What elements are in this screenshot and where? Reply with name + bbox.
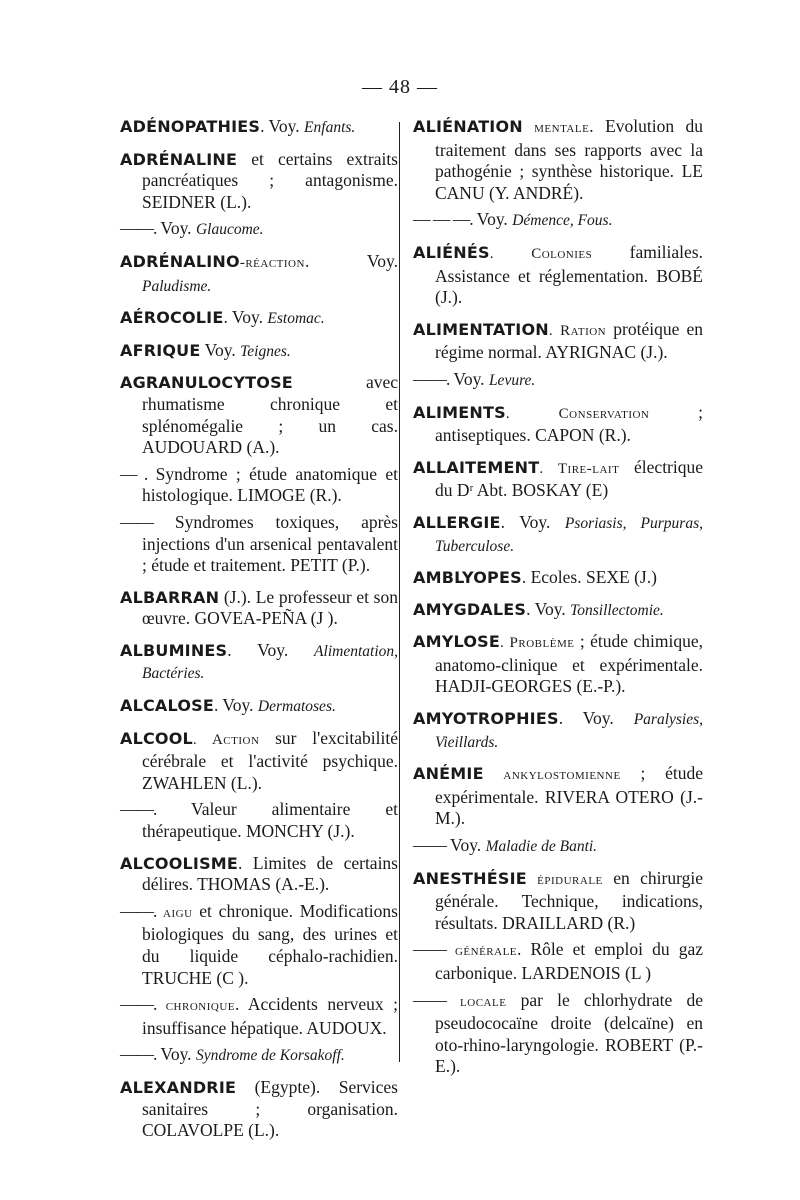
entry-text: . Voy. <box>223 307 268 328</box>
entry-reference: Maladie de Banti. <box>485 838 598 856</box>
entry-dash: ——. <box>120 900 157 921</box>
entry-text: . Voy. <box>260 116 305 136</box>
index-entry <box>120 251 398 297</box>
entry-dash: —— <box>413 835 446 856</box>
entry-subheading: -réaction <box>239 254 305 271</box>
entry-subheading: . Tire-lait <box>539 460 620 477</box>
entry-reference: Glaucome. <box>195 221 264 239</box>
entry-headword: AMYOTROPHIES <box>413 709 559 729</box>
index-entry <box>413 763 703 830</box>
entry-reference: Levure. <box>488 371 536 389</box>
entry-headword: ALCOOLISME <box>120 853 239 873</box>
entry-text: . Accidents nerveux ; insuffisance hépatique. AUDOUX. <box>142 994 399 1038</box>
entry-reference: Syndrome de Korsakoff. <box>195 1047 345 1065</box>
entry-text: . Evolution du traitement dans ses rapports avec la pathogénie ; synthèse historique. LE CANU (Y. ANDRÉ). <box>435 116 703 203</box>
entry-text: Voy. <box>449 368 489 389</box>
entry-text: Voy. <box>156 1044 196 1065</box>
entry-headword: ALEXANDRIE <box>120 1077 237 1097</box>
index-entry <box>413 402 703 447</box>
entry-reference: Psoriasis, Purpuras, Tuberculose. <box>435 514 703 555</box>
entry-headword: ADRÉNALINE <box>120 149 238 169</box>
entry-headword: ADÉNOPATHIES <box>120 117 261 136</box>
entry-dash: — . <box>120 463 148 484</box>
index-entry <box>120 512 398 577</box>
index-entry <box>120 218 398 241</box>
entry-headword: ANÉMIE <box>413 764 484 784</box>
entry-text: Syndrome ; étude anatomique et histologique. LIMOGE (R.). <box>142 463 398 506</box>
index-entry <box>120 695 398 718</box>
entry-text: électrique du Dʳ Abt. BOSKAY (E) <box>435 456 704 501</box>
entry-text: Valeur alimentaire et thérapeutique. MONCHY (J.). <box>142 799 398 842</box>
entry-text: (J.). Le professeur et son œuvre. GOVEA-PEÑA (J ). <box>142 586 398 629</box>
entry-subheading: aigu <box>156 904 193 921</box>
entry-reference: Alimentation, Bactéries. <box>142 642 398 683</box>
index-entry <box>120 728 398 795</box>
entry-text: Voy. <box>472 209 513 230</box>
index-entry <box>413 631 703 698</box>
entry-text: ; antiseptiques. CAPON (R.). <box>435 401 703 446</box>
entry-reference: Tonsillectomie. <box>570 601 664 619</box>
index-entry <box>120 640 398 685</box>
index-entry <box>120 1044 398 1067</box>
entry-text: en chirurgie générale. Technique, indications, résultats. DRAILLARD (R.) <box>435 867 703 933</box>
entry-headword: ALIMENTS <box>413 402 506 422</box>
index-entry <box>413 242 703 309</box>
entry-subheading: ankylostomienne <box>483 767 621 784</box>
entry-text: . Rôle et emploi du gaz carbonique. LARDENOIS (L ) <box>435 939 703 983</box>
entry-text: Syndromes toxiques, après injections d'un arsenical pentavalent ; étude et traitement. PETIT (P.). <box>142 511 398 576</box>
entry-headword: ADRÉNALINO <box>120 251 240 271</box>
index-entry <box>120 853 398 896</box>
index-entry <box>413 209 703 232</box>
entry-text: Voy. <box>446 835 486 856</box>
entry-text: . Voy. <box>213 695 258 716</box>
index-entry <box>413 939 703 984</box>
entry-reference: Paralysies, Vieillards. <box>435 711 703 751</box>
entry-reference: Enfants. <box>304 119 356 136</box>
entry-headword: AMYLOSE <box>413 632 500 652</box>
index-entry <box>413 512 703 557</box>
entry-headword: ALLAITEMENT <box>413 457 540 477</box>
index-entry <box>413 369 703 392</box>
entry-headword: AÉROCOLIE <box>120 308 224 328</box>
entry-subheading: . Conservation <box>505 405 650 422</box>
entry-text: . Ecoles. SEXE (J.) <box>521 567 657 588</box>
left-column <box>120 116 398 1152</box>
entry-subheading: mentale <box>522 120 590 136</box>
entry-subheading: générale <box>446 943 518 960</box>
entry-text: familiales. Assistance et réglementation. BOBÉ (J.). <box>435 241 703 308</box>
column-divider <box>399 122 400 1062</box>
entry-headword: ALLERGIE <box>413 512 501 532</box>
entry-text: ; étude expérimentale. RIVERA OTERO (J.-M.). <box>435 763 703 829</box>
entry-dash: —— <box>413 989 446 1010</box>
index-entry <box>120 587 398 630</box>
entry-headword: ALCALOSE <box>120 696 214 716</box>
entry-reference: Dermatoses. <box>257 698 336 716</box>
entry-dash: ——. <box>413 368 450 389</box>
entry-subheading: . Ration <box>548 322 607 339</box>
index-entry <box>413 835 703 858</box>
entry-text: . Limites de certains délires. THOMAS (A.-E.). <box>142 852 398 895</box>
entry-text: sur l'excitabilité cérébrale et l'activité psychique. ZWAHLEN (L.). <box>142 727 398 793</box>
entry-reference: Démence, Fous. <box>512 212 613 230</box>
entry-headword: AMYGDALES <box>413 599 527 619</box>
entry-text: . Voy. <box>227 639 315 660</box>
entry-dash: ——. <box>120 799 157 820</box>
index-entry <box>413 599 703 622</box>
entry-dash: — — —. <box>413 209 473 230</box>
index-entry <box>413 868 703 935</box>
entry-text: et chronique. Modifications biologiques du sang, des urines et du liquide céphalo-rachidien. TRUCHE (C ). <box>142 900 398 988</box>
entry-headword: AFRIQUE <box>120 340 201 360</box>
entry-subheading: . Colonies <box>489 245 593 262</box>
index-entry <box>120 340 398 363</box>
entry-subheading: . Action <box>192 731 260 748</box>
entry-dash: ——. <box>120 1044 157 1065</box>
entry-headword: ALBARRAN <box>120 587 220 607</box>
entry-text: ; étude chimique, anatomo-clinique et expérimentale. HADJI-GEORGES (E.-P.). <box>435 631 703 697</box>
entry-subheading: locale <box>446 993 507 1010</box>
entry-text: . Voy. <box>304 250 398 271</box>
entry-text: et certains extraits pancréatiques ; antagonisme. SEIDNER (L.). <box>142 148 398 212</box>
entry-text: avec rhumatisme chronique et splénomégalie ; un cas. AUDOUARD (A.). <box>142 372 398 458</box>
index-entry <box>413 457 703 502</box>
index-entry <box>413 319 703 364</box>
entry-dash: ——. <box>120 218 157 239</box>
entry-text: . Voy. <box>526 598 571 619</box>
entry-headword: ALIMENTATION <box>413 319 549 339</box>
right-column <box>413 116 703 1088</box>
entry-reference: Paludisme. <box>142 277 212 295</box>
index-entry <box>120 149 398 214</box>
index-entry <box>120 372 398 458</box>
entry-text: . Voy. <box>500 511 565 532</box>
index-entry <box>120 116 398 139</box>
entry-headword: ANESTHÉSIE <box>413 868 527 888</box>
entry-dash: ——. <box>120 994 157 1015</box>
entry-text: par le chlorhydrate de pseudococaïne droite (delcaïne) en oto-rhino-laryngologie. ROBERT (P.-E.). <box>435 989 703 1077</box>
index-entry <box>413 116 703 204</box>
entry-text: Voy. <box>156 218 196 239</box>
entry-subheading: . Problème <box>499 635 575 652</box>
index-entry <box>413 990 703 1078</box>
entry-dash: —— <box>120 511 153 532</box>
entry-dash: —— <box>413 939 446 960</box>
entry-headword: ALBUMINES <box>120 640 228 660</box>
index-entry <box>120 799 398 842</box>
index-entry <box>120 307 398 330</box>
page-number: — 48 — <box>362 76 438 98</box>
entry-text: . Voy. <box>558 708 634 729</box>
index-entry <box>413 567 703 589</box>
entry-subheading: épidurale <box>526 871 603 888</box>
entry-headword: ALIÉNÉS <box>413 242 490 262</box>
entry-headword: ALCOOL <box>120 728 193 748</box>
index-entry <box>120 464 398 507</box>
entry-reference: Estomac. <box>267 310 325 328</box>
index-entry <box>120 901 398 989</box>
entry-subheading: chronique <box>156 998 235 1015</box>
index-entry <box>120 1077 398 1142</box>
entry-headword: AGRANULOCYTOSE <box>120 373 293 393</box>
index-entry <box>120 994 398 1039</box>
entry-text: Voy. <box>200 339 241 360</box>
entry-text: protéique en régime normal. AYRIGNAC (J.). <box>435 318 703 363</box>
entry-reference: Teignes. <box>240 342 291 360</box>
entry-headword: ALIÉNATION <box>413 117 523 136</box>
entry-headword: AMBLYOPES <box>413 568 522 588</box>
index-entry <box>413 708 703 753</box>
entry-text: (Egypte). Services sanitaires ; organisation. COLAVOLPE (L.). <box>142 1076 398 1141</box>
